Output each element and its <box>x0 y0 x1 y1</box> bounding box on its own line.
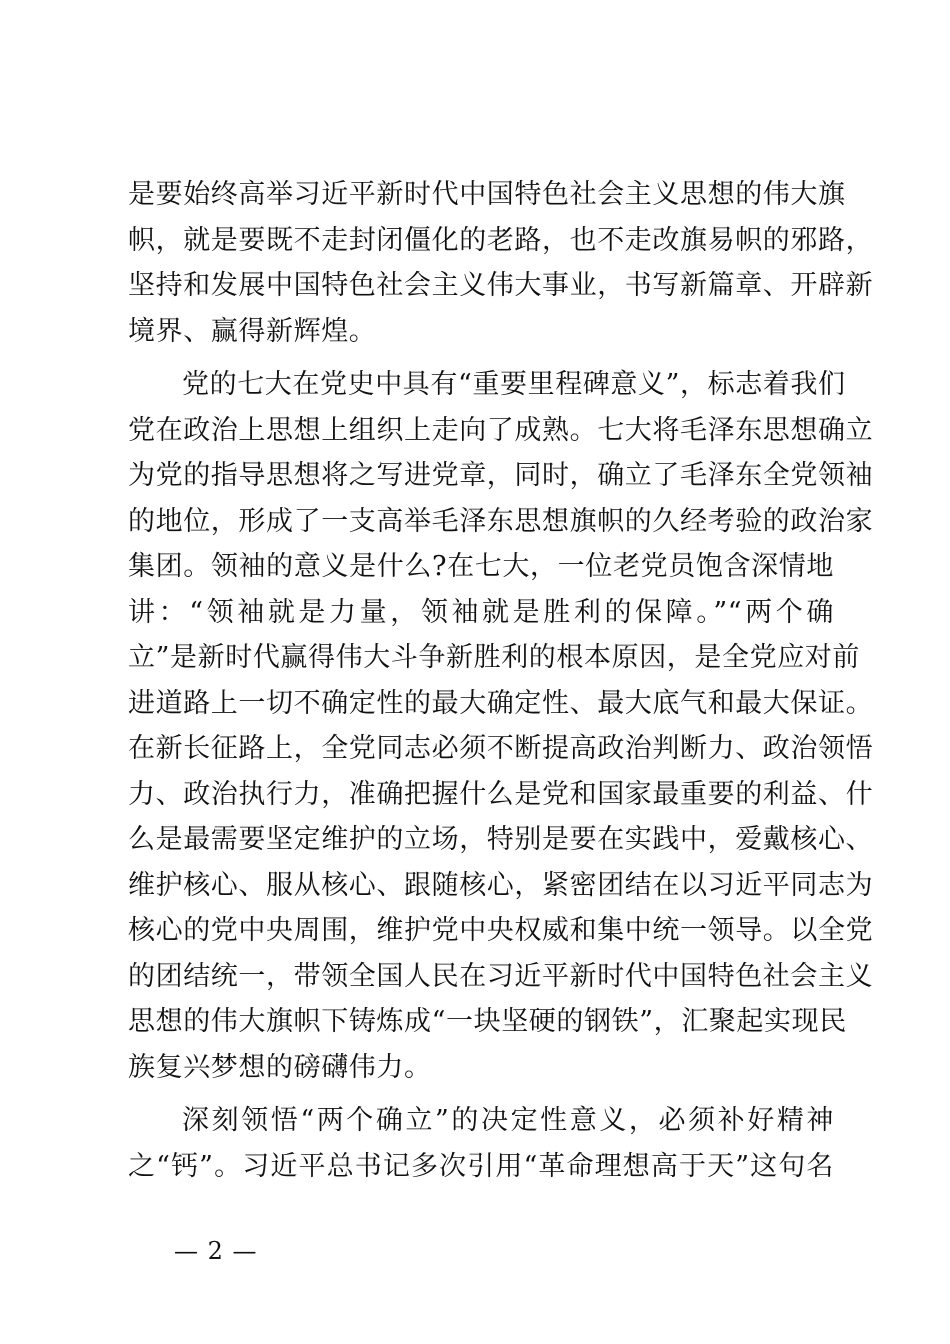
text-line: 帜，就是要既不走封闭僵化的老路，也不走改旗易帜的邪路， <box>128 224 874 256</box>
paragraph-spacer <box>128 354 834 362</box>
text-line: 思想的伟大旗帜下铸炼成“一块坚硬的钢铁”，汇聚起实现民 <box>128 1006 847 1037</box>
document-body <box>128 172 874 1189</box>
text-line: 集团。领袖的意义是什么?在七大，一位老党员饱含深情地 <box>128 551 834 582</box>
text-line: 坚持和发展中国特色社会主义伟大事业，书写新篇章、开辟新 <box>128 270 874 301</box>
text-line: 立”是新时代赢得伟大斗争新胜利的根本原因，是全党应对前 <box>128 642 861 673</box>
text-line: 在新长征路上，全党同志必须不断提高政治判断力、政治领悟 <box>128 733 874 764</box>
paragraph-2 <box>128 362 874 1090</box>
text-line: 的团结统一，带领全国人民在习近平新时代中国特色社会主义 <box>128 960 874 992</box>
text-line: 为党的指导思想将之写进党章，同时，确立了毛泽东全党领袖 <box>128 460 874 491</box>
text-line: 核心的党中央周围，维护党中央权威和集中统一领导。以全党 <box>128 915 874 946</box>
text-line: 讲：“领袖就是力量，领袖就是胜利的保障。”“两个确 <box>128 596 834 628</box>
page-number: — 2 — <box>174 1237 258 1265</box>
text-line: 的地位，形成了一支高举毛泽东思想旗帜的久经考验的政治家 <box>128 505 874 537</box>
paragraph-3 <box>128 1098 834 1189</box>
text-line: 深刻领悟“两个确立”的决定性意义，必须补好精神 <box>182 1105 834 1136</box>
text-line: 维护核心、服从核心、跟随核心，紧密团结在以习近平同志为 <box>128 869 874 901</box>
text-line: 么是最需要坚定维护的立场，特别是要在实践中，爱戴核心、 <box>128 824 874 855</box>
text-line: 境界、赢得新辉煌。 <box>128 315 377 347</box>
text-line: 族复兴梦想的磅礴伟力。 <box>128 1051 432 1083</box>
text-line: 党的七大在党史中具有“重要里程碑意义”，标志着我们 <box>182 369 846 400</box>
text-line: 力、政治执行力，准确把握什么是党和国家最重要的利益、什 <box>128 778 874 810</box>
paragraph-spacer <box>128 1090 834 1098</box>
text-line: 之“钙”。习近平总书记多次引用“革命理想高于天”这句名 <box>128 1150 834 1182</box>
paragraph-1 <box>128 172 874 354</box>
text-line: 党在政治上思想上组织上走向了成熟。七大将毛泽东思想确立 <box>128 414 874 446</box>
text-line: 进道路上一切不确定性的最大确定性、最大底气和最大保证。 <box>128 687 874 719</box>
text-line: 是要始终高举习近平新时代中国特色社会主义思想的伟大旗 <box>128 179 846 210</box>
